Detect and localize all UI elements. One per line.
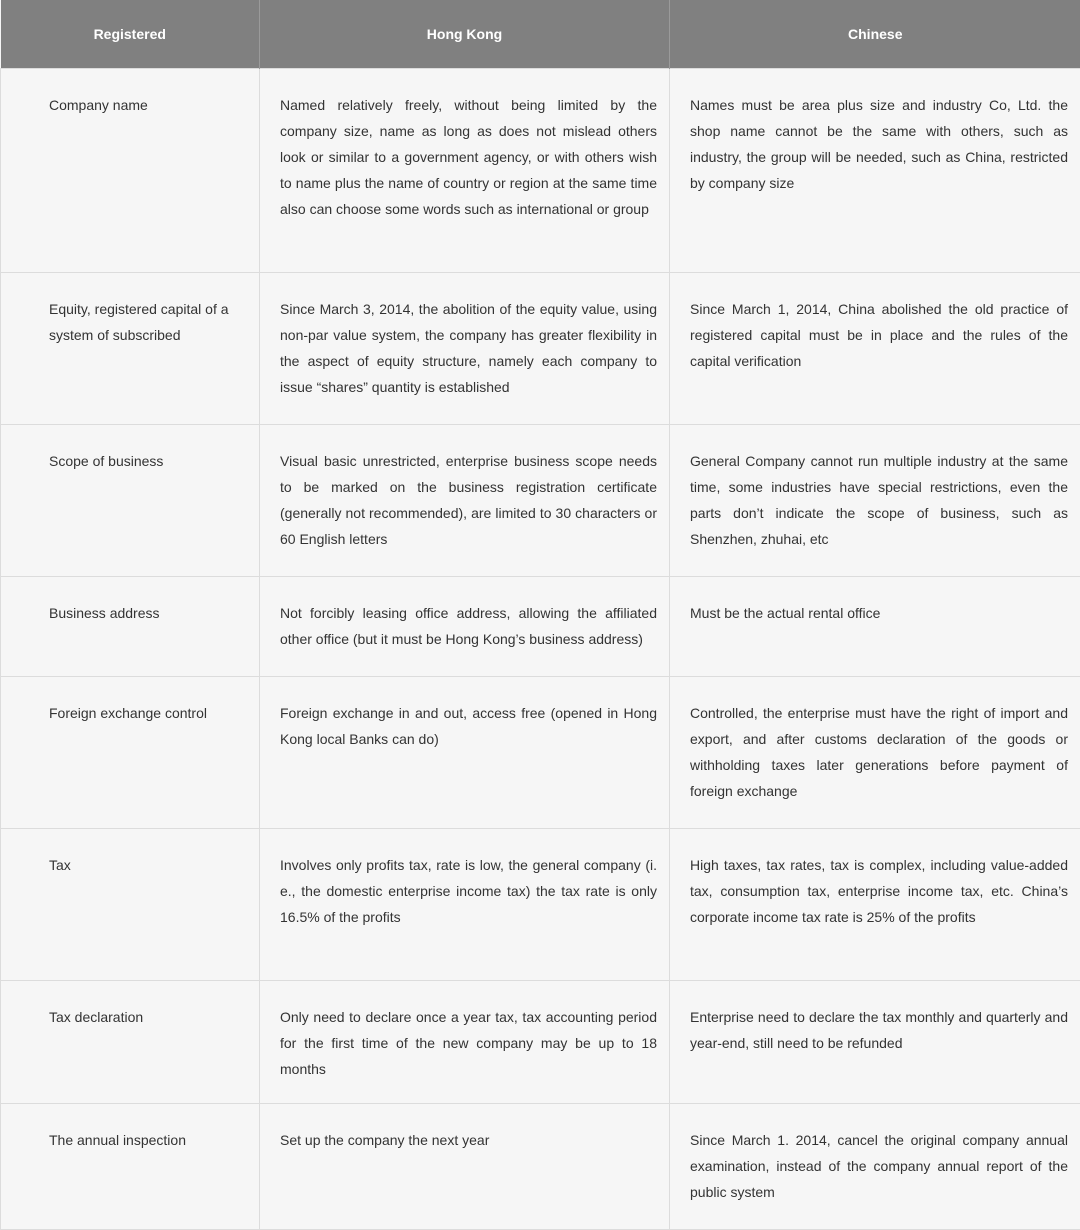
row-label: Tax declaration [1, 981, 260, 1104]
row-label: Company name [1, 69, 260, 273]
table-row [1, 69, 1080, 273]
chinese-cell: Must be the actual rental office [670, 577, 1080, 677]
chinese-cell: High taxes, tax rates, tax is complex, including value-added tax, consumption tax, enterprise income tax, etc. China’s corporate income tax rate is 25% of the profits [670, 829, 1080, 981]
chinese-cell: Since March 1, 2014, China abolished the old practice of registered capital must be in place and the rules of the capital verification [670, 273, 1080, 425]
row-label: Foreign exchange control [1, 677, 260, 829]
hong-kong-cell: Set up the company the next year [260, 1104, 670, 1230]
hong-kong-cell: Only need to declare once a year tax, tax accounting period for the first time of the new company may be up to 18 months [260, 981, 670, 1104]
row-label: Business address [1, 577, 260, 677]
table-row [1, 1104, 1080, 1230]
table-row [1, 829, 1080, 981]
hong-kong-cell: Named relatively freely, without being limited by the company size, name as long as does not mislead others look or similar to a government agency, or with others wish to name plus the name of country or region at the same time also can choose some words such as international or group [260, 69, 670, 273]
chinese-cell: General Company cannot run multiple industry at the same time, some industries have special restrictions, even the parts don’t indicate the scope of business, such as Shenzhen, zhuhai, etc [670, 425, 1080, 577]
hong-kong-cell: Involves only profits tax, rate is low, the general company (i. e., the domestic enterprise income tax) the tax rate is only 16.5% of the profits [260, 829, 670, 981]
hong-kong-cell: Since March 3, 2014, the abolition of the equity value, using non-par value system, the company has greater flexibility in the aspect of equity structure, namely each company to issue “shares” quantity is established [260, 273, 670, 425]
table-row [1, 981, 1080, 1104]
row-label: Equity, registered capital of a system of subscribed [1, 273, 260, 425]
chinese-cell: Since March 1. 2014, cancel the original company annual examination, instead of the company annual report of the public system [670, 1104, 1080, 1230]
row-label: Tax [1, 829, 260, 981]
table-row [1, 677, 1080, 829]
row-label: Scope of business [1, 425, 260, 577]
hong-kong-cell: Visual basic unrestricted, enterprise business scope needs to be marked on the business registration certificate (generally not recommended), are limited to 30 characters or 60 English letters [260, 425, 670, 577]
chinese-cell: Controlled, the enterprise must have the right of import and export, and after customs declaration of the goods or withholding taxes later generations before payment of foreign exchange [670, 677, 1080, 829]
row-label: The annual inspection [1, 1104, 260, 1230]
table-header-row [1, 0, 1080, 69]
table-row [1, 577, 1080, 677]
header-hong-kong: Hong Kong [260, 0, 670, 69]
table-row [1, 425, 1080, 577]
table-row [1, 273, 1080, 425]
chinese-cell: Names must be area plus size and industry Co, Ltd. the shop name cannot be the same with others, such as industry, the group will be needed, such as China, restricted by company size [670, 69, 1080, 273]
header-registered: Registered [1, 0, 260, 69]
header-chinese: Chinese [670, 0, 1080, 69]
hong-kong-cell: Foreign exchange in and out, access free (opened in Hong Kong local Banks can do) [260, 677, 670, 829]
chinese-cell: Enterprise need to declare the tax monthly and quarterly and year-end, still need to be refunded [670, 981, 1080, 1104]
hong-kong-cell: Not forcibly leasing office address, allowing the affiliated other office (but it must be Hong Kong’s business address) [260, 577, 670, 677]
